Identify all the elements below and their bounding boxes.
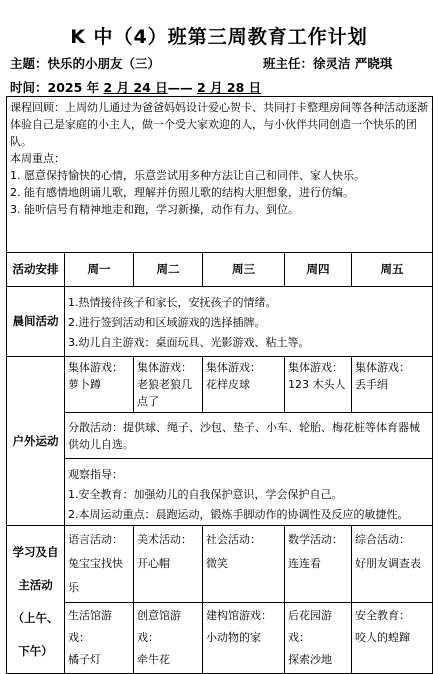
activity-name: 微笑 xyxy=(206,557,228,570)
group-game-thu xyxy=(285,357,352,413)
group-game-title: 集体游戏： xyxy=(137,361,192,374)
area-game-fri xyxy=(352,603,433,674)
time-label: 时间： xyxy=(10,80,48,95)
time-line xyxy=(10,78,261,96)
activity-name: 探索沙地 xyxy=(288,653,332,666)
activity-name: 兔宝宝找快乐 xyxy=(68,557,123,594)
learning-activity-thu xyxy=(285,526,352,603)
area-game-tue xyxy=(134,603,203,674)
activity-name: 开心帽 xyxy=(137,557,170,570)
header-day-fri: 周五 xyxy=(352,253,433,287)
morning-item: 3.幼儿自主游戏：桌面玩具、光影游戏、粘土等。 xyxy=(68,336,310,349)
morning-item: 2.进行签到活动和区域游戏的选择插牌。 xyxy=(68,316,266,329)
activity-title: 后花园游戏： xyxy=(288,609,332,644)
theme-value: 快乐的小朋友（三） xyxy=(47,56,161,71)
header-day-wed: 周三 xyxy=(203,253,285,287)
goal-item: 1. 愿意保持愉快的心情，乐意尝试用多种方法让自己和同伴、家人快乐。 xyxy=(10,169,365,182)
observation-item: 2.本周运动重点：晨跑运动，锻炼手脚动作的协调性及反应的敏捷性。 xyxy=(68,508,409,521)
group-game-tue xyxy=(134,357,203,413)
theme-line xyxy=(10,54,160,72)
group-game-wed xyxy=(203,357,285,413)
course-review-cell xyxy=(7,97,433,253)
learning-label-line: 下午） xyxy=(18,643,53,658)
group-game-title: 集体游戏： xyxy=(206,361,261,374)
activity-title: 语言活动： xyxy=(68,533,123,546)
learning-activity-tue xyxy=(134,526,203,603)
time-year: 2025 年 xyxy=(47,80,104,95)
activity-name: 咬人的蝗蹿 xyxy=(355,631,410,644)
time-start: 2 月 24 日 xyxy=(103,80,168,95)
teacher-line xyxy=(263,54,392,72)
area-game-mon xyxy=(65,603,134,674)
header-day-tue: 周二 xyxy=(134,253,203,287)
learning-label-line: 学习及自 xyxy=(12,544,59,559)
group-game-name: 花样皮球 xyxy=(206,378,250,391)
time-end: 2 月 28 日 xyxy=(197,80,262,95)
learning-label-line: 主活动 xyxy=(18,577,53,592)
learning-label xyxy=(7,526,65,674)
learning-activity-mon xyxy=(65,526,134,603)
morning-label: 晨间活动 xyxy=(7,287,65,357)
area-game-thu xyxy=(285,603,352,674)
teacher-value: 徐灵洁 严晓琪 xyxy=(313,56,393,71)
scattered-activity-text: 分散活动：提供球、绳子、沙包、垫子、小车、轮胎、梅花桩等体育器械供幼儿自选。 xyxy=(68,421,420,451)
review-text: 课程回顾：上周幼儿通过为爸爸妈妈设计爱心贺卡、共同打卡整理房间等各种活动逐渐体验自己是家庭的小主人，做一个受大家欢迎的人，与小伙伴共同创造一个快乐的团队。 xyxy=(10,101,428,148)
outdoor-label: 户外运动 xyxy=(7,357,65,526)
group-game-title: 集体游戏： xyxy=(288,361,343,374)
observation-item: 1.安全教育：加强幼儿的自我保护意识，学会保护自己。 xyxy=(68,488,343,501)
theme-label: 主题： xyxy=(10,56,48,71)
scattered-activity-cell xyxy=(65,413,433,459)
plan-table xyxy=(6,96,433,674)
morning-cell xyxy=(65,287,433,357)
activity-name: 小动物的家 xyxy=(206,631,261,644)
activity-title: 建构馆游戏： xyxy=(206,609,272,622)
group-game-name: 丢手绢 xyxy=(355,378,388,391)
activity-title: 社会活动： xyxy=(206,533,261,546)
group-game-fri xyxy=(352,357,433,413)
activity-title: 创意馆游戏： xyxy=(137,609,181,644)
observation-title: 观察指导： xyxy=(68,468,123,481)
learning-label-line: （上午、 xyxy=(12,610,59,625)
header-day-thu: 周四 xyxy=(285,253,352,287)
activity-title: 美术活动： xyxy=(137,533,192,546)
activity-name: 牵牛花 xyxy=(137,653,170,666)
area-game-wed xyxy=(203,603,285,674)
page-title: K 中（4）班第三周教育工作计划 xyxy=(70,26,368,48)
group-game-name: 老狼老狼几点了 xyxy=(137,378,192,408)
activity-title: 综合活动： xyxy=(355,533,410,546)
activity-name: 橘子灯 xyxy=(68,653,101,666)
header-activity: 活动安排 xyxy=(7,253,65,287)
learning-activity-wed xyxy=(203,526,285,603)
activity-name: 连连看 xyxy=(288,557,321,570)
learning-activity-fri xyxy=(352,526,433,603)
activity-name: 好朋友调查表 xyxy=(355,557,421,570)
group-game-title: 集体游戏： xyxy=(355,361,410,374)
time-separator: —— xyxy=(167,80,198,95)
header-day-mon: 周一 xyxy=(65,253,134,287)
goal-item: 3. 能听信号有精神地走和跑，学习新操，动作有力、到位。 xyxy=(10,203,299,216)
group-game-name: 萝卜蹲 xyxy=(68,378,101,391)
activity-title: 生活馆游戏： xyxy=(68,609,112,644)
group-game-name: 123 木头人 xyxy=(288,378,346,391)
group-game-title: 集体游戏： xyxy=(68,361,123,374)
activity-title: 安全教育： xyxy=(355,609,410,622)
focus-title: 本周重点： xyxy=(10,152,65,165)
morning-item: 1.热情接待孩子和家长，安抚孩子的情绪。 xyxy=(68,296,277,309)
group-game-mon xyxy=(65,357,134,413)
activity-title: 数学活动： xyxy=(288,533,343,546)
observation-cell xyxy=(65,459,433,526)
goal-item: 2. 能有感情地朗诵儿歌，理解并仿照儿歌的结构大胆想象，进行仿编。 xyxy=(10,186,354,199)
teacher-label: 班主任： xyxy=(263,56,314,71)
